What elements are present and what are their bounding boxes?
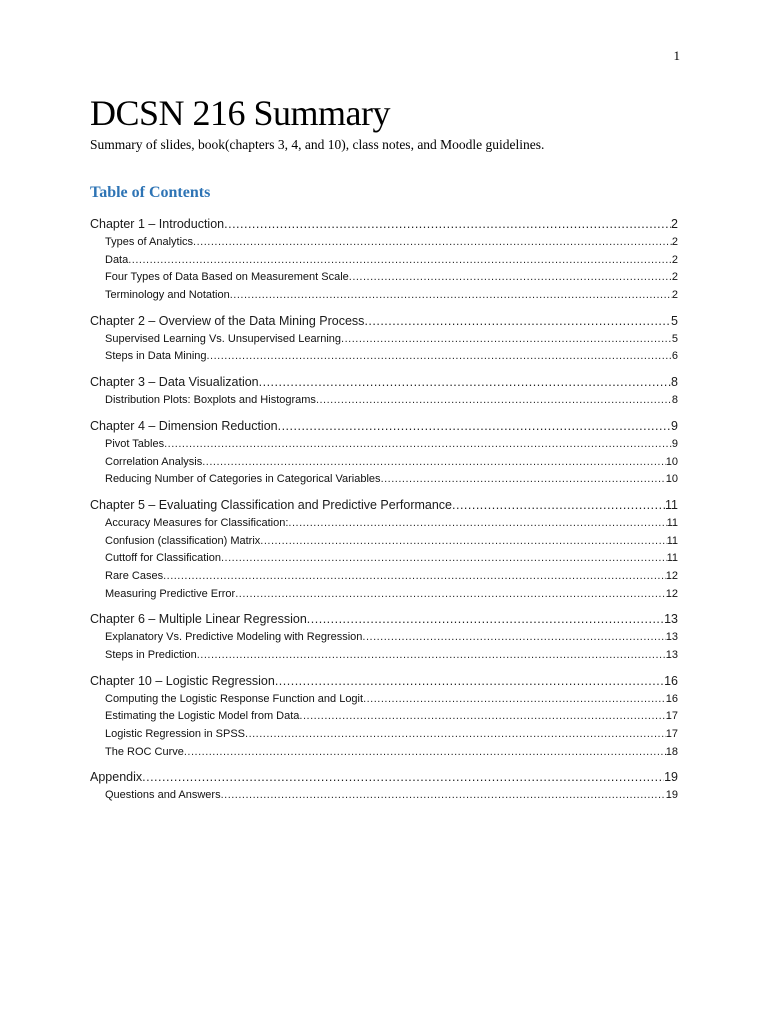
- toc-chapter-entry[interactable]: [90, 672, 678, 691]
- toc-dot-leader: [221, 550, 667, 568]
- toc-entry-title: Distribution Plots: Boxplots and Histograms: [105, 394, 316, 407]
- toc-chapter-entry[interactable]: [90, 496, 678, 515]
- toc-dot-leader: [381, 471, 666, 489]
- toc-entry-page: 17: [665, 710, 678, 723]
- toc-dot-leader: [193, 234, 672, 252]
- toc-dot-leader: [164, 436, 672, 454]
- toc-entry-page: 9: [671, 418, 678, 433]
- toc-section-entry[interactable]: [90, 234, 678, 252]
- toc-dot-leader: [363, 691, 666, 709]
- toc-dot-leader: [278, 417, 671, 436]
- toc-section-entry[interactable]: [90, 348, 678, 366]
- toc-entry-title: Appendix: [90, 770, 143, 785]
- toc-section-entry[interactable]: [90, 691, 678, 709]
- toc-entry-page: 2: [671, 271, 678, 284]
- toc-entry-page: 5: [671, 313, 678, 328]
- toc-entry-title: Steps in Data Mining: [105, 350, 207, 363]
- toc-entry-page: 18: [665, 745, 678, 758]
- toc-entry-title: Chapter 5 – Evaluating Classification and Predictive Performance: [90, 497, 452, 512]
- toc-entry-title: Computing the Logistic Response Function and Logit: [105, 692, 364, 705]
- toc-section-entry[interactable]: [90, 287, 678, 305]
- toc-dot-leader: [288, 515, 666, 533]
- toc-chapter-entry[interactable]: [90, 417, 678, 436]
- toc-section-entry[interactable]: [90, 550, 678, 568]
- toc-section-entry[interactable]: [90, 568, 678, 586]
- toc-section-entry[interactable]: [90, 647, 678, 665]
- toc-entry-page: 2: [671, 236, 678, 248]
- toc-dot-leader: [307, 610, 664, 629]
- toc-chapter-group: [90, 610, 678, 664]
- toc-chapter-group: [90, 768, 678, 805]
- toc-entry-page: 11: [665, 497, 678, 512]
- toc-dot-leader: [316, 392, 672, 410]
- toc-entry-page: 13: [665, 649, 678, 661]
- toc-entry-page: 2: [671, 217, 678, 231]
- page-number: 1: [673, 48, 680, 63]
- toc-entry-title: Types of Analytics: [105, 236, 194, 248]
- toc-section-entry[interactable]: [90, 586, 678, 604]
- toc-entry-page: 13: [664, 612, 678, 627]
- toc-section-entry[interactable]: [90, 252, 678, 270]
- toc-entry-page: 12: [665, 587, 678, 600]
- toc-chapter-group: [90, 417, 678, 489]
- toc-entry-title: Estimating the Logistic Model from Data: [105, 710, 300, 723]
- toc-heading: Table of Contents: [90, 184, 211, 201]
- toc-section-entry[interactable]: [90, 726, 678, 744]
- toc-entry-title: The ROC Curve: [105, 745, 184, 758]
- toc-section-entry[interactable]: [90, 533, 678, 551]
- toc-entry-page: 9: [671, 437, 678, 450]
- toc-dot-leader: [275, 672, 664, 691]
- toc-entry-title: Accuracy Measures for Classification:: [105, 516, 289, 529]
- toc-section-entry[interactable]: [90, 515, 678, 533]
- toc-section-entry[interactable]: [90, 331, 678, 349]
- toc-entry-page: 17: [665, 728, 678, 741]
- toc-dot-leader: [260, 533, 666, 551]
- toc-section-entry[interactable]: [90, 454, 678, 472]
- toc-dot-leader: [184, 744, 666, 762]
- toc-dot-leader: [128, 252, 672, 270]
- toc-dot-leader: [452, 496, 665, 515]
- toc-dot-leader: [341, 331, 672, 349]
- toc-entry-title: Cuttoff for Classification: [105, 552, 221, 565]
- toc-entry-page: 5: [671, 332, 678, 345]
- toc-dot-leader: [362, 629, 665, 647]
- toc-entry-page: 8: [671, 394, 678, 407]
- toc-section-entry[interactable]: [90, 392, 678, 410]
- toc-entry-page: 11: [666, 534, 678, 547]
- toc-entry-title: Measuring Predictive Error: [105, 587, 236, 600]
- toc-chapter-group: [90, 496, 678, 603]
- toc-entry-title: Steps in Prediction: [105, 649, 197, 661]
- toc-dot-leader: [364, 312, 671, 331]
- toc-entry-page: 13: [665, 631, 678, 644]
- toc-entry-title: Questions and Answers: [105, 789, 221, 802]
- toc-dot-leader: [230, 287, 672, 305]
- toc-entry-title: Correlation Analysis: [105, 455, 203, 468]
- toc-chapter-entry[interactable]: [90, 768, 678, 787]
- toc-entry-page: 2: [671, 253, 678, 266]
- toc-entry-page: 6: [671, 350, 678, 363]
- toc-dot-leader: [207, 348, 672, 366]
- toc-chapter-entry[interactable]: [90, 215, 678, 234]
- toc-entry-page: 16: [664, 673, 678, 688]
- toc-chapter-group: [90, 215, 678, 305]
- toc-entry-title: Explanatory Vs. Predictive Modeling with Regression: [105, 631, 363, 644]
- toc-entry-title: Data: [105, 253, 129, 266]
- toc-dot-leader: [221, 787, 666, 805]
- document-subtitle: Summary of slides, book(chapters 3, 4, and 10), class notes, and Moodle guidelines.: [90, 137, 545, 152]
- toc-entry-title: Chapter 10 – Logistic Regression: [90, 673, 275, 688]
- toc-dot-leader: [299, 708, 665, 726]
- toc-entry-page: 8: [671, 375, 678, 390]
- toc-entry-page: 10: [665, 455, 678, 468]
- toc-chapter-entry[interactable]: [90, 312, 678, 331]
- toc-entry-page: 12: [665, 569, 678, 582]
- toc-dot-leader: [197, 647, 666, 665]
- toc-entry-title: Rare Cases: [105, 569, 164, 582]
- toc-chapter-group: [90, 672, 678, 762]
- toc-entry-title: Chapter 3 – Data Visualization: [90, 375, 259, 390]
- toc-chapter-entry[interactable]: [90, 373, 678, 392]
- toc-entry-page: 10: [665, 473, 678, 486]
- toc-entry-title: Reducing Number of Categories in Categorical Variables: [105, 473, 381, 486]
- toc-entry-title: Supervised Learning Vs. Unsupervised Learning: [105, 332, 342, 345]
- toc-section-entry[interactable]: [90, 787, 678, 805]
- toc-chapter-group: [90, 373, 678, 410]
- toc-entry-title: Confusion (classification) Matrix: [105, 534, 261, 547]
- toc-dot-leader: [163, 568, 666, 586]
- toc-section-entry[interactable]: [90, 708, 678, 726]
- toc-dot-leader: [224, 215, 671, 234]
- toc-entry-page: 19: [665, 789, 678, 802]
- toc-section-entry[interactable]: [90, 744, 678, 762]
- toc-section-entry[interactable]: [90, 629, 678, 647]
- toc-entry-page: 2: [671, 289, 678, 302]
- toc-dot-leader: [259, 373, 671, 392]
- toc-entry-title: Pivot Tables: [105, 437, 165, 450]
- toc-entry-page: 16: [665, 692, 678, 705]
- toc-chapter-entry[interactable]: [90, 610, 678, 629]
- toc-entry-page: 11: [666, 516, 678, 529]
- toc-section-entry[interactable]: [90, 269, 678, 287]
- toc-section-entry[interactable]: [90, 436, 678, 454]
- toc-entry-title: Chapter 4 – Dimension Reduction: [90, 418, 278, 433]
- toc-dot-leader: [245, 726, 666, 744]
- toc-dot-leader: [235, 586, 666, 604]
- toc-dot-leader: [349, 269, 672, 287]
- toc-entry-title: Four Types of Data Based on Measurement Scale: [105, 271, 349, 284]
- toc-dot-leader: [142, 768, 664, 787]
- toc-entry-title: Logistic Regression in SPSS: [105, 728, 246, 741]
- toc-entry-page: 19: [664, 770, 678, 785]
- toc-entry-title: Chapter 6 – Multiple Linear Regression: [90, 612, 307, 627]
- toc-dot-leader: [202, 454, 666, 472]
- toc-chapter-group: [90, 312, 678, 366]
- toc-section-entry[interactable]: [90, 471, 678, 489]
- toc-entry-title: Terminology and Notation: [105, 289, 230, 302]
- document-title: DCSN 216 Summary: [90, 93, 391, 133]
- table-of-contents: [90, 215, 678, 812]
- toc-entry-title: Chapter 2 – Overview of the Data Mining Process: [90, 313, 365, 328]
- toc-entry-title: Chapter 1 – Introduction: [90, 217, 225, 231]
- toc-entry-page: 11: [666, 552, 678, 565]
